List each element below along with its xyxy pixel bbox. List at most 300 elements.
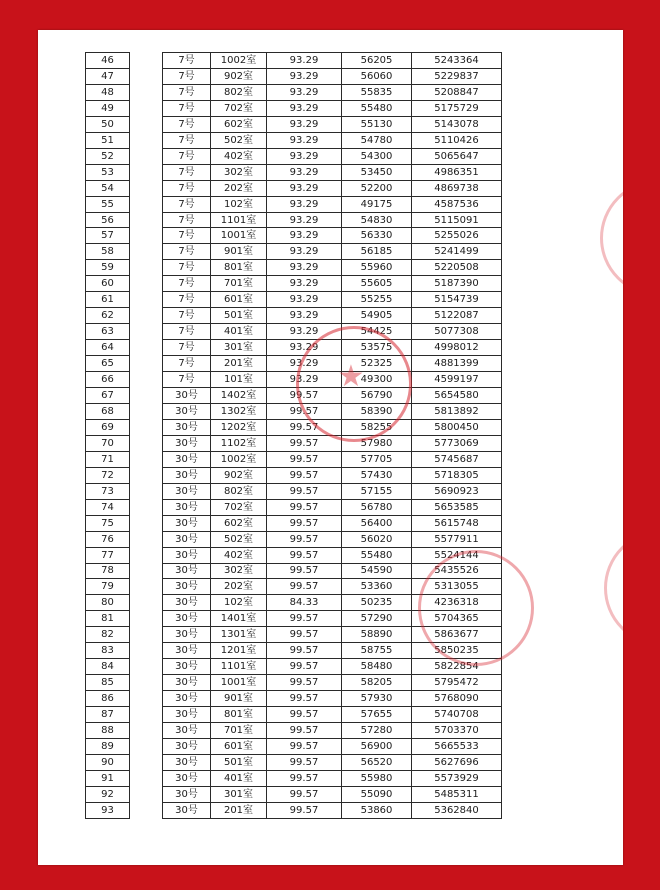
unit-cell: 1001室 — [211, 675, 267, 691]
blank-cell — [130, 515, 163, 531]
blank-cell — [130, 786, 163, 802]
total-price-cell: 5850235 — [412, 643, 502, 659]
area-cell: 93.29 — [267, 244, 342, 260]
blank-cell — [130, 260, 163, 276]
building-cell: 30号 — [163, 786, 211, 802]
unit-cell: 1001室 — [211, 228, 267, 244]
area-cell: 99.57 — [267, 754, 342, 770]
unit-cell: 1002室 — [211, 451, 267, 467]
unit-price-cell: 58390 — [342, 403, 412, 419]
building-cell: 7号 — [163, 84, 211, 100]
unit-cell: 302室 — [211, 563, 267, 579]
area-cell: 93.29 — [267, 356, 342, 372]
total-price-cell: 4599197 — [412, 372, 502, 388]
row-number-cell: 78 — [86, 563, 130, 579]
table-row — [86, 547, 502, 563]
table-row — [86, 324, 502, 340]
unit-cell: 402室 — [211, 148, 267, 164]
unit-cell: 1102室 — [211, 435, 267, 451]
building-cell: 30号 — [163, 435, 211, 451]
unit-price-cell: 58480 — [342, 659, 412, 675]
row-number-cell: 66 — [86, 372, 130, 388]
unit-cell: 201室 — [211, 356, 267, 372]
blank-cell — [130, 483, 163, 499]
total-price-cell: 5653585 — [412, 499, 502, 515]
row-number-cell: 57 — [86, 228, 130, 244]
area-cell: 99.57 — [267, 659, 342, 675]
area-cell: 93.29 — [267, 53, 342, 69]
table-row — [86, 260, 502, 276]
area-cell: 93.29 — [267, 84, 342, 100]
blank-cell — [130, 675, 163, 691]
table-row — [86, 643, 502, 659]
row-number-cell: 82 — [86, 627, 130, 643]
table-row — [86, 691, 502, 707]
row-number-cell: 63 — [86, 324, 130, 340]
total-price-cell: 5740708 — [412, 707, 502, 723]
building-cell: 30号 — [163, 595, 211, 611]
building-cell: 7号 — [163, 53, 211, 69]
building-cell: 30号 — [163, 659, 211, 675]
unit-cell: 502室 — [211, 531, 267, 547]
unit-cell: 1202室 — [211, 419, 267, 435]
unit-price-cell: 56900 — [342, 738, 412, 754]
building-cell: 7号 — [163, 100, 211, 116]
unit-cell: 902室 — [211, 68, 267, 84]
table-row — [86, 707, 502, 723]
area-cell: 99.57 — [267, 403, 342, 419]
building-cell: 30号 — [163, 643, 211, 659]
total-price-cell: 5822854 — [412, 659, 502, 675]
total-price-cell: 5573929 — [412, 770, 502, 786]
table-row — [86, 403, 502, 419]
blank-cell — [130, 68, 163, 84]
area-cell: 93.29 — [267, 132, 342, 148]
table-row — [86, 196, 502, 212]
blank-cell — [130, 292, 163, 308]
building-cell: 30号 — [163, 627, 211, 643]
row-number-cell: 73 — [86, 483, 130, 499]
unit-cell: 202室 — [211, 180, 267, 196]
building-cell: 7号 — [163, 132, 211, 148]
area-cell: 93.29 — [267, 68, 342, 84]
unit-price-cell: 54590 — [342, 563, 412, 579]
row-number-cell: 70 — [86, 435, 130, 451]
unit-price-cell: 56020 — [342, 531, 412, 547]
unit-cell: 1301室 — [211, 627, 267, 643]
total-price-cell: 5154739 — [412, 292, 502, 308]
table-row — [86, 770, 502, 786]
total-price-cell: 5577911 — [412, 531, 502, 547]
unit-cell: 602室 — [211, 116, 267, 132]
unit-cell: 102室 — [211, 595, 267, 611]
unit-cell: 202室 — [211, 579, 267, 595]
building-cell: 30号 — [163, 738, 211, 754]
table-row — [86, 738, 502, 754]
unit-cell: 301室 — [211, 786, 267, 802]
row-number-cell: 47 — [86, 68, 130, 84]
building-cell: 30号 — [163, 611, 211, 627]
unit-price-cell: 53450 — [342, 164, 412, 180]
total-price-cell: 4986351 — [412, 164, 502, 180]
unit-cell: 501室 — [211, 308, 267, 324]
blank-cell — [130, 340, 163, 356]
table-row — [86, 372, 502, 388]
document-page — [38, 30, 623, 865]
total-price-cell: 5690923 — [412, 483, 502, 499]
row-number-cell: 88 — [86, 723, 130, 739]
unit-price-cell: 57705 — [342, 451, 412, 467]
area-cell: 99.57 — [267, 786, 342, 802]
table-row — [86, 515, 502, 531]
table-row — [86, 164, 502, 180]
table-row — [86, 531, 502, 547]
blank-cell — [130, 403, 163, 419]
row-number-cell: 65 — [86, 356, 130, 372]
total-price-cell: 5175729 — [412, 100, 502, 116]
blank-cell — [130, 356, 163, 372]
table-row — [86, 84, 502, 100]
blank-cell — [130, 116, 163, 132]
unit-price-cell: 55480 — [342, 100, 412, 116]
unit-price-cell: 55480 — [342, 547, 412, 563]
table-row — [86, 563, 502, 579]
area-cell: 93.29 — [267, 324, 342, 340]
area-cell: 93.29 — [267, 196, 342, 212]
blank-cell — [130, 180, 163, 196]
table-row — [86, 499, 502, 515]
unit-price-cell: 53575 — [342, 340, 412, 356]
area-cell: 99.57 — [267, 627, 342, 643]
blank-cell — [130, 212, 163, 228]
table-row — [86, 595, 502, 611]
row-number-cell: 90 — [86, 754, 130, 770]
row-number-cell: 60 — [86, 276, 130, 292]
unit-price-cell: 56205 — [342, 53, 412, 69]
table-row — [86, 356, 502, 372]
area-cell: 99.57 — [267, 388, 342, 404]
row-number-cell: 85 — [86, 675, 130, 691]
total-price-cell: 5795472 — [412, 675, 502, 691]
table-row — [86, 388, 502, 404]
unit-cell: 402室 — [211, 547, 267, 563]
blank-cell — [130, 611, 163, 627]
unit-cell: 302室 — [211, 164, 267, 180]
blank-cell — [130, 228, 163, 244]
unit-price-cell: 49175 — [342, 196, 412, 212]
area-cell: 93.29 — [267, 100, 342, 116]
row-number-cell: 46 — [86, 53, 130, 69]
unit-price-cell: 54780 — [342, 132, 412, 148]
unit-cell: 601室 — [211, 292, 267, 308]
blank-cell — [130, 723, 163, 739]
unit-price-cell: 50235 — [342, 595, 412, 611]
unit-cell: 1101室 — [211, 212, 267, 228]
unit-price-cell: 53360 — [342, 579, 412, 595]
unit-cell: 501室 — [211, 754, 267, 770]
area-cell: 84.33 — [267, 595, 342, 611]
row-number-cell: 67 — [86, 388, 130, 404]
row-number-cell: 62 — [86, 308, 130, 324]
unit-price-cell: 58890 — [342, 627, 412, 643]
area-cell: 93.29 — [267, 292, 342, 308]
unit-cell: 101室 — [211, 372, 267, 388]
table-row — [86, 627, 502, 643]
building-cell: 30号 — [163, 547, 211, 563]
building-cell: 30号 — [163, 579, 211, 595]
seal-stamp-edge — [604, 530, 623, 646]
building-cell: 30号 — [163, 723, 211, 739]
unit-cell: 1401室 — [211, 611, 267, 627]
blank-cell — [130, 324, 163, 340]
area-cell: 93.29 — [267, 164, 342, 180]
table-row — [86, 228, 502, 244]
total-price-cell: 5718305 — [412, 467, 502, 483]
unit-cell: 601室 — [211, 738, 267, 754]
area-cell: 99.57 — [267, 451, 342, 467]
unit-price-cell: 58255 — [342, 419, 412, 435]
table-row — [86, 754, 502, 770]
area-cell: 99.57 — [267, 515, 342, 531]
unit-price-cell: 52325 — [342, 356, 412, 372]
unit-cell: 401室 — [211, 324, 267, 340]
unit-price-cell: 56060 — [342, 68, 412, 84]
building-cell: 7号 — [163, 164, 211, 180]
table-row — [86, 451, 502, 467]
unit-price-cell: 57430 — [342, 467, 412, 483]
row-number-cell: 51 — [86, 132, 130, 148]
blank-cell — [130, 100, 163, 116]
building-cell: 7号 — [163, 356, 211, 372]
area-cell: 99.57 — [267, 531, 342, 547]
area-cell: 99.57 — [267, 707, 342, 723]
unit-price-cell: 57155 — [342, 483, 412, 499]
blank-cell — [130, 659, 163, 675]
table-row — [86, 802, 502, 818]
unit-price-cell: 55605 — [342, 276, 412, 292]
area-cell: 99.57 — [267, 467, 342, 483]
building-cell: 7号 — [163, 324, 211, 340]
blank-cell — [130, 531, 163, 547]
area-cell: 93.29 — [267, 372, 342, 388]
row-number-cell: 77 — [86, 547, 130, 563]
table-row — [86, 244, 502, 260]
area-cell: 93.29 — [267, 148, 342, 164]
blank-cell — [130, 707, 163, 723]
row-number-cell: 54 — [86, 180, 130, 196]
unit-cell: 301室 — [211, 340, 267, 356]
unit-price-cell: 57290 — [342, 611, 412, 627]
table-row — [86, 100, 502, 116]
table-row — [86, 675, 502, 691]
building-cell: 7号 — [163, 292, 211, 308]
unit-price-cell: 54905 — [342, 308, 412, 324]
blank-cell — [130, 196, 163, 212]
total-price-cell: 5065647 — [412, 148, 502, 164]
total-price-cell: 5800450 — [412, 419, 502, 435]
row-number-cell: 58 — [86, 244, 130, 260]
unit-price-cell: 57280 — [342, 723, 412, 739]
row-number-cell: 86 — [86, 691, 130, 707]
blank-cell — [130, 547, 163, 563]
area-cell: 99.57 — [267, 723, 342, 739]
blank-cell — [130, 563, 163, 579]
row-number-cell: 87 — [86, 707, 130, 723]
unit-cell: 702室 — [211, 100, 267, 116]
unit-cell: 902室 — [211, 467, 267, 483]
building-cell: 30号 — [163, 451, 211, 467]
building-cell: 7号 — [163, 228, 211, 244]
building-cell: 7号 — [163, 244, 211, 260]
total-price-cell: 4236318 — [412, 595, 502, 611]
blank-cell — [130, 388, 163, 404]
unit-cell: 701室 — [211, 723, 267, 739]
total-price-cell: 5243364 — [412, 53, 502, 69]
row-number-cell: 69 — [86, 419, 130, 435]
total-price-cell: 5220508 — [412, 260, 502, 276]
area-cell: 93.29 — [267, 276, 342, 292]
total-price-cell: 5208847 — [412, 84, 502, 100]
total-price-cell: 4587536 — [412, 196, 502, 212]
unit-cell: 401室 — [211, 770, 267, 786]
building-cell: 7号 — [163, 276, 211, 292]
row-number-cell: 71 — [86, 451, 130, 467]
row-number-cell: 81 — [86, 611, 130, 627]
unit-price-cell: 49300 — [342, 372, 412, 388]
total-price-cell: 5229837 — [412, 68, 502, 84]
area-cell: 99.57 — [267, 691, 342, 707]
area-cell: 99.57 — [267, 770, 342, 786]
total-price-cell: 5863677 — [412, 627, 502, 643]
building-cell: 30号 — [163, 531, 211, 547]
area-cell: 93.29 — [267, 260, 342, 276]
area-cell: 99.57 — [267, 483, 342, 499]
row-number-cell: 50 — [86, 116, 130, 132]
total-price-cell: 5435526 — [412, 563, 502, 579]
building-cell: 30号 — [163, 515, 211, 531]
unit-cell: 1302室 — [211, 403, 267, 419]
area-cell: 93.29 — [267, 212, 342, 228]
unit-cell: 802室 — [211, 84, 267, 100]
seal-star-icon: ★ — [337, 359, 365, 394]
total-price-cell: 5241499 — [412, 244, 502, 260]
unit-price-cell: 54425 — [342, 324, 412, 340]
unit-price-cell: 56185 — [342, 244, 412, 260]
row-number-cell: 74 — [86, 499, 130, 515]
total-price-cell: 5187390 — [412, 276, 502, 292]
total-price-cell: 5115091 — [412, 212, 502, 228]
row-number-cell: 64 — [86, 340, 130, 356]
building-cell: 7号 — [163, 340, 211, 356]
building-cell: 30号 — [163, 419, 211, 435]
building-cell: 30号 — [163, 499, 211, 515]
table-row — [86, 467, 502, 483]
area-cell: 99.57 — [267, 547, 342, 563]
blank-cell — [130, 802, 163, 818]
unit-price-cell: 55090 — [342, 786, 412, 802]
total-price-cell: 5665533 — [412, 738, 502, 754]
unit-price-cell: 56400 — [342, 515, 412, 531]
unit-price-cell: 57930 — [342, 691, 412, 707]
unit-price-cell: 55255 — [342, 292, 412, 308]
total-price-cell: 5654580 — [412, 388, 502, 404]
total-price-cell: 4869738 — [412, 180, 502, 196]
blank-cell — [130, 451, 163, 467]
row-number-cell: 53 — [86, 164, 130, 180]
area-cell: 99.57 — [267, 643, 342, 659]
blank-cell — [130, 435, 163, 451]
area-cell: 93.29 — [267, 116, 342, 132]
blank-cell — [130, 595, 163, 611]
total-price-cell: 4881399 — [412, 356, 502, 372]
blank-cell — [130, 738, 163, 754]
total-price-cell: 5110426 — [412, 132, 502, 148]
table-row — [86, 659, 502, 675]
total-price-cell: 5704365 — [412, 611, 502, 627]
unit-price-cell: 55960 — [342, 260, 412, 276]
row-number-cell: 61 — [86, 292, 130, 308]
unit-price-cell: 53860 — [342, 802, 412, 818]
table-row — [86, 68, 502, 84]
blank-cell — [130, 499, 163, 515]
unit-price-cell: 58205 — [342, 675, 412, 691]
unit-cell: 102室 — [211, 196, 267, 212]
table-row — [86, 611, 502, 627]
table-row — [86, 180, 502, 196]
building-cell: 7号 — [163, 116, 211, 132]
blank-cell — [130, 308, 163, 324]
table-row — [86, 435, 502, 451]
total-price-cell: 5077308 — [412, 324, 502, 340]
row-number-cell: 80 — [86, 595, 130, 611]
total-price-cell: 5745687 — [412, 451, 502, 467]
table-row — [86, 340, 502, 356]
building-cell: 30号 — [163, 675, 211, 691]
table-row — [86, 292, 502, 308]
row-number-cell: 75 — [86, 515, 130, 531]
area-cell: 99.57 — [267, 435, 342, 451]
building-cell: 7号 — [163, 148, 211, 164]
blank-cell — [130, 84, 163, 100]
unit-price-cell: 55980 — [342, 770, 412, 786]
unit-price-cell: 55835 — [342, 84, 412, 100]
row-number-cell: 56 — [86, 212, 130, 228]
building-cell: 30号 — [163, 388, 211, 404]
table-row — [86, 132, 502, 148]
blank-cell — [130, 467, 163, 483]
building-cell: 7号 — [163, 68, 211, 84]
blank-cell — [130, 244, 163, 260]
blank-cell — [130, 419, 163, 435]
unit-cell: 502室 — [211, 132, 267, 148]
area-cell: 93.29 — [267, 228, 342, 244]
area-cell: 99.57 — [267, 563, 342, 579]
building-cell: 30号 — [163, 770, 211, 786]
building-cell: 30号 — [163, 707, 211, 723]
unit-cell: 1002室 — [211, 53, 267, 69]
blank-cell — [130, 770, 163, 786]
table-row — [86, 116, 502, 132]
row-number-cell: 76 — [86, 531, 130, 547]
building-cell: 7号 — [163, 196, 211, 212]
building-cell: 7号 — [163, 212, 211, 228]
table-row — [86, 723, 502, 739]
unit-price-cell: 54300 — [342, 148, 412, 164]
unit-price-cell: 57980 — [342, 435, 412, 451]
unit-cell: 1402室 — [211, 388, 267, 404]
total-price-cell: 5627696 — [412, 754, 502, 770]
unit-price-cell: 56780 — [342, 499, 412, 515]
